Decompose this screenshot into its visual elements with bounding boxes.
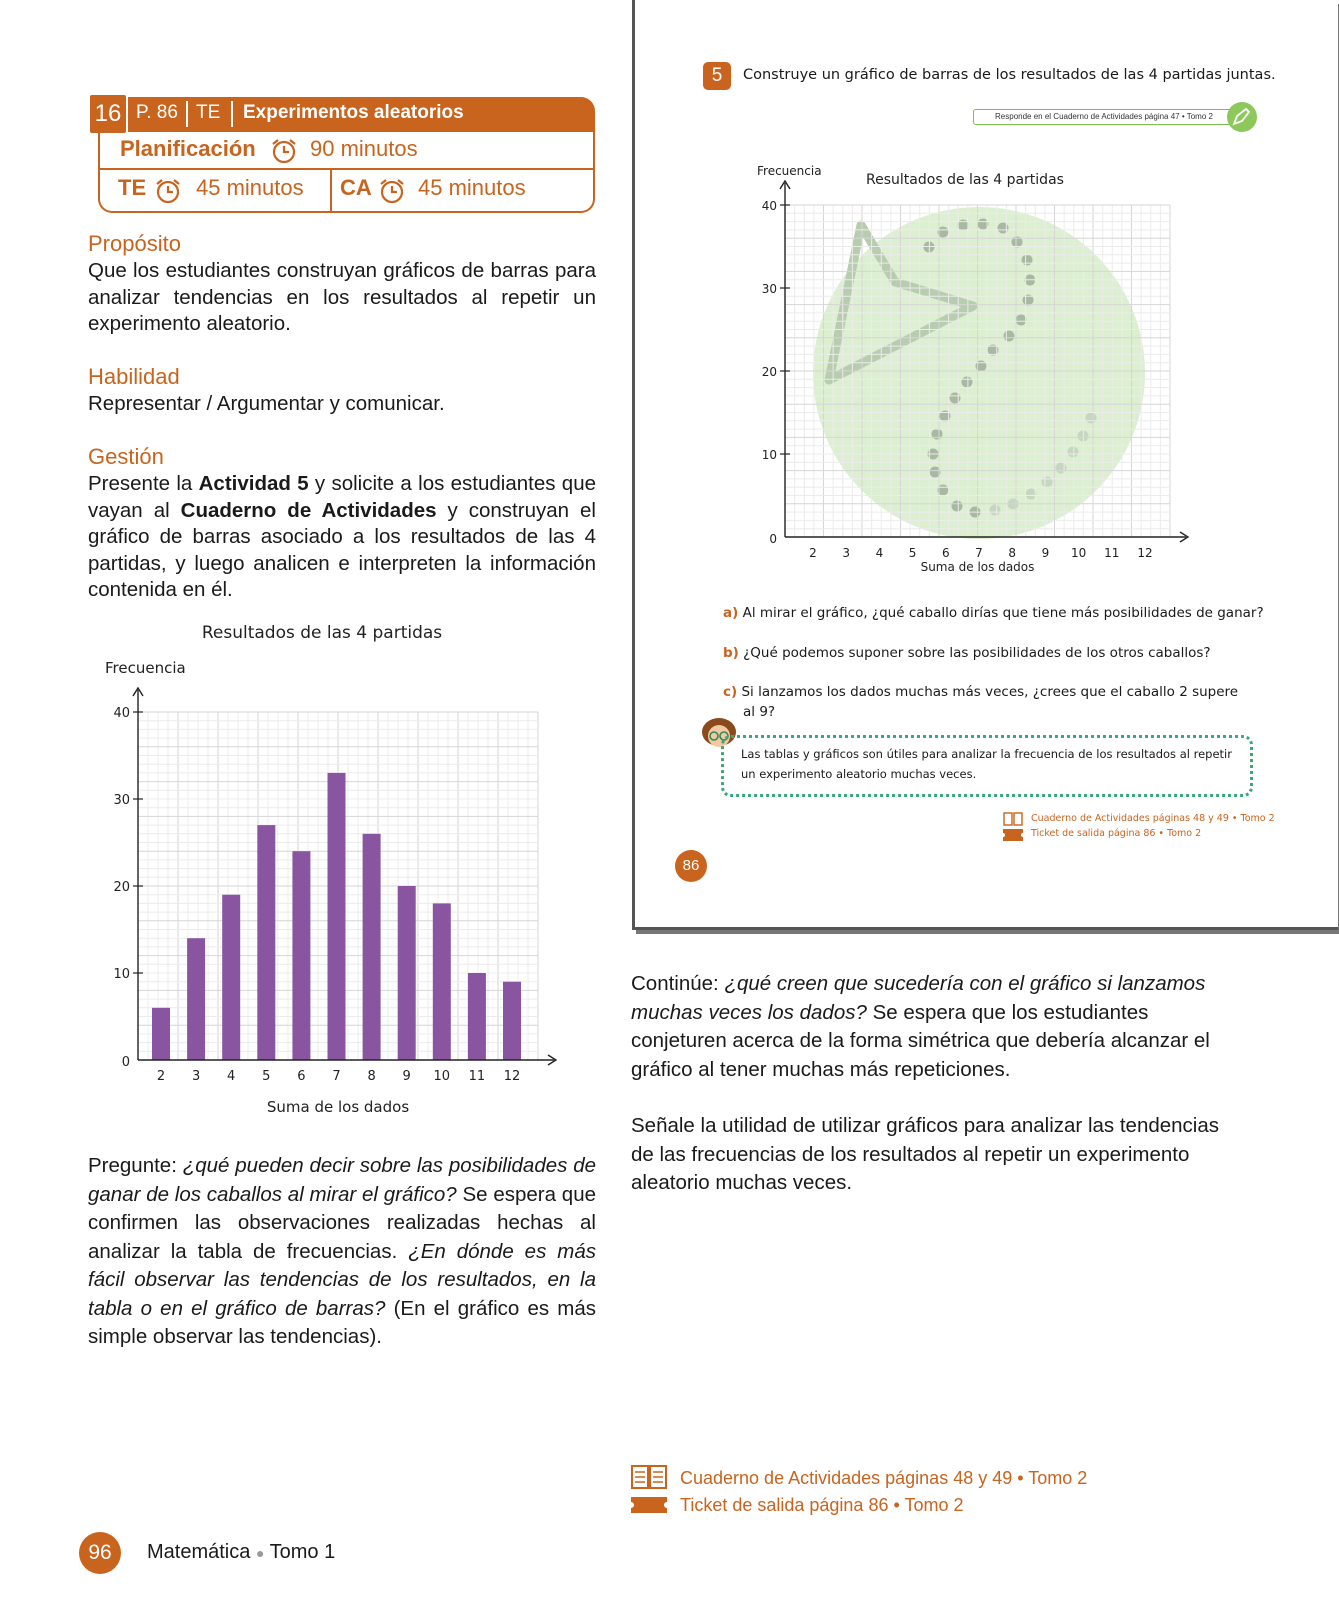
bar-7 <box>328 773 346 1060</box>
y-tick-label: 0 <box>121 1055 130 1070</box>
divider <box>330 170 332 211</box>
y-tick-label: 0 <box>769 532 777 546</box>
resource-ticket: Ticket de salida página 86 • Tomo 2 <box>680 1495 964 1515</box>
gestion-text: Presente la Actividad 5 y solicite a los estudiantes que vayan al Cuaderno de Actividades y construyan el gráfico de barras asociado a los resultados de las 4 partidas, y luego analicen e interpreten la información contenida en él. <box>88 472 597 601</box>
y-tick-label: 10 <box>113 967 130 982</box>
x-tick-label: 2 <box>156 1069 166 1084</box>
x-tick-label: 11 <box>1104 546 1120 560</box>
bar-8 <box>363 834 381 1060</box>
ca-label: CA <box>340 175 372 200</box>
alarm-clock-icon <box>270 137 298 165</box>
x-tick-label: 7 <box>975 546 983 560</box>
res-ticket: Ticket de salida página 86 • Tomo 2 <box>1031 828 1202 839</box>
x-tick-label: 9 <box>1041 546 1050 560</box>
y-tick-label: 20 <box>113 880 130 895</box>
path-dot <box>1042 477 1053 488</box>
bullet-dot: ● <box>255 1545 265 1561</box>
habilidad-text: Representar / Argumentar y comunicar. <box>88 392 445 415</box>
bar-chart-results <box>100 620 580 1130</box>
x-tick-label: 2 <box>809 546 817 560</box>
gestion-title: Gestión <box>88 444 164 469</box>
book-icon <box>1003 812 1023 826</box>
y-tick-label: 30 <box>113 793 130 808</box>
chart-grid <box>785 205 1170 537</box>
senale-text: Señale la utilidad de utilizar gráficos para analizar las tendencias de las frecuencias de los resultados al repetir un experimento aleatorio muchas veces. <box>631 1114 1220 1194</box>
y-tick-label: 40 <box>113 706 130 721</box>
x-tick-label: 10 <box>1070 546 1087 560</box>
empty-bar-chart-grid <box>745 160 1215 590</box>
activity-text: Construye un gráfico de barras de los resultados de las 4 partidas juntas. <box>743 67 1276 83</box>
pregunte-text: Pregunte: ¿qué pueden decir sobre las posibilidades de ganar de los caballos al mirar el gráfico? Se espera que confirmen las observaciones realizadas hechas al analizar la tabla de frecuencias. ¿En dónde es más fácil observar las tendencias de los resultados, en la tabla o en el gráfico de barras? (En el gráfico es más simple observar las tendencias). <box>88 1154 597 1348</box>
bar-12 <box>503 982 521 1060</box>
bar-11 <box>468 973 486 1060</box>
ticket-icon <box>631 1495 667 1515</box>
bar-4 <box>222 895 240 1060</box>
path-dot <box>990 505 1001 516</box>
x-tick-label: 4 <box>227 1069 236 1084</box>
lesson-title: Experimentos aleatorios <box>243 102 464 123</box>
divider <box>186 101 188 127</box>
page-number: 96 <box>79 1532 121 1574</box>
habilidad-title: Habilidad <box>88 364 180 389</box>
y-tick-label: 20 <box>761 365 777 379</box>
x-tick-label: 3 <box>191 1069 201 1084</box>
book-icon <box>631 1464 667 1490</box>
path-dot <box>1022 255 1033 266</box>
planning-label: Planificación <box>120 136 256 161</box>
lesson-header-bar <box>90 97 595 132</box>
x-tick-label: 6 <box>941 546 950 560</box>
path-dot <box>1004 331 1015 342</box>
y-tick-label: 40 <box>761 199 777 213</box>
x-tick-label: 4 <box>875 546 884 560</box>
resource-cuaderno: Cuaderno de Actividades páginas 48 y 49 • Tomo 2 <box>680 1468 1088 1488</box>
bar-10 <box>433 903 451 1060</box>
x-tick-label: 11 <box>468 1069 486 1084</box>
te-label: TE <box>118 175 147 200</box>
te-tag: TE <box>196 102 221 123</box>
x-tick-label: 8 <box>367 1069 376 1084</box>
responde-tag: Responde en el Cuaderno de Actividades página 47 • Tomo 2 <box>973 109 1235 125</box>
x-tick-label: 12 <box>503 1069 521 1084</box>
footer-text: Matemática ● Tomo 1 <box>147 1541 336 1563</box>
ticket-icon <box>1003 829 1023 841</box>
planning-time: 90 minutos <box>310 136 418 161</box>
path-dot <box>1056 463 1067 474</box>
lesson-number: 16 <box>88 93 128 135</box>
chart-title: Resultados de las 4 partidas <box>201 623 443 643</box>
x-tick-label: 5 <box>908 546 917 560</box>
path-dot <box>950 393 961 404</box>
x-axis-label: Suma de los dados <box>920 560 1035 574</box>
y-axis-label: Frecuencia <box>757 164 822 178</box>
proposito-title: Propósito <box>88 231 181 256</box>
y-tick-label: 30 <box>761 282 777 296</box>
y-axis-label: Frecuencia <box>105 659 186 677</box>
divider <box>231 101 233 127</box>
path-dot <box>952 501 963 512</box>
pencil-icon <box>1225 100 1259 134</box>
path-dot <box>1086 413 1097 424</box>
question-b: b) ¿Qué podemos suponer sobre las posibilidades de los otros caballos? <box>723 645 1211 661</box>
bar-6 <box>292 851 310 1060</box>
x-tick-label: 3 <box>842 546 851 560</box>
book-page-number: 86 <box>675 850 707 882</box>
res-cuaderno: Cuaderno de Actividades páginas 48 y 49 • Tomo 2 <box>1031 813 1275 824</box>
x-axis-label: Suma de los dados <box>266 1098 410 1116</box>
x-tick-label: 5 <box>262 1069 271 1084</box>
x-tick-label: 8 <box>1008 546 1017 560</box>
chart-title: Resultados de las 4 partidas <box>866 172 1064 188</box>
continue-text: Continúe: ¿qué creen que sucedería con el gráfico si lanzamos muchas veces los dados? Se espera que los estudiantes conjeturen acerca de la forma simétrica que debería alcanzar el gráfico al tener muchas más repeticiones. <box>631 972 1210 1081</box>
tip-text: Las tablas y gráficos son útiles para analizar la frecuencia de los resultados al repetir un experimento aleatorio muchas veces. <box>741 747 1232 781</box>
activity-number: 5 <box>703 62 731 90</box>
proposito-text: Que los estudiantes construyan gráficos de barras para analizar tendencias en los resultados al repetir un experimento aleatorio. <box>88 259 596 335</box>
question-a: a) Al mirar el gráfico, ¿qué caballo dirías que tiene más posibilidades de ganar? <box>723 605 1264 621</box>
x-tick-label: 9 <box>402 1069 411 1084</box>
x-tick-label: 6 <box>297 1069 306 1084</box>
bar-2 <box>152 1008 170 1060</box>
x-tick-label: 10 <box>433 1069 451 1084</box>
alarm-clock-icon <box>154 177 182 205</box>
y-tick-label: 10 <box>761 448 777 462</box>
alarm-clock-icon <box>378 177 406 205</box>
question-c: c) Si lanzamos los dados muchas más veces, ¿crees que el caballo 2 supere al 9? <box>723 684 1239 720</box>
lesson-header <box>90 97 595 213</box>
lesson-planning-box <box>98 132 595 213</box>
decorative-circle <box>813 207 1145 539</box>
te-time: 45 minutos <box>196 175 304 200</box>
x-tick-label: 7 <box>332 1069 341 1084</box>
textbook-page <box>632 0 1338 930</box>
path-dot <box>962 377 973 388</box>
ca-time: 45 minutos <box>418 175 526 200</box>
path-dot <box>1016 315 1027 326</box>
path-dot <box>1068 447 1079 458</box>
bar-9 <box>398 886 416 1060</box>
planning-row <box>100 132 593 170</box>
bar-5 <box>257 825 275 1060</box>
x-tick-label: 12 <box>1137 546 1153 560</box>
page-ref: P. 86 <box>136 102 178 123</box>
bar-3 <box>187 938 205 1060</box>
